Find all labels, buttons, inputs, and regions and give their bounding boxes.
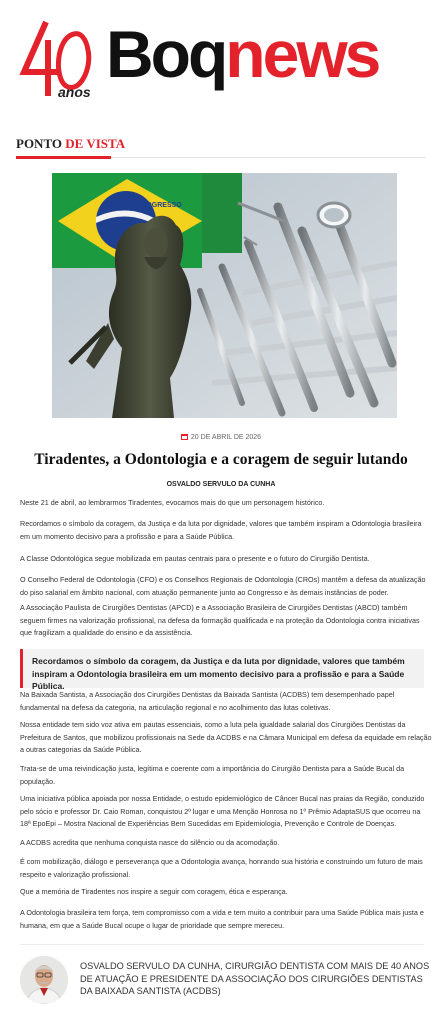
- flag-banner-text: ORDEM E PROGRESSO: [102, 202, 182, 209]
- article-paragraph: Que a memória de Tiradentes nos inspire a seguir com coragem, ética e esperança.: [20, 887, 288, 896]
- article-paragraph: A Odontologia brasileira tem força, tem compromisso com a vida e tem muito a contribuir para uma Saúde Pública mais justa e humana, em que a Saúde Bucal ocupe o lugar de prioridade que sempre mereceu.: [20, 908, 424, 930]
- section-label-part2: DE VISTA: [65, 136, 126, 151]
- brand-logo[interactable]: [106, 4, 378, 104]
- logo-anos-text: anos: [58, 84, 91, 100]
- article-paragraph: A ACDBS acredita que nenhuma conquista nasce do silêncio ou da acomodação.: [20, 838, 280, 847]
- article-paragraph: Nossa entidade tem sido voz ativa em pautas essenciais, como a luta pela igualdade salarial dos Cirurgiões Dentistas da Prefeitura de Santos, que mobilizou profissionais na Sede da ACDBS e na Câmara Municipal em defesa da equidade em relação a outras categorias da Saúde Pública.: [20, 720, 432, 754]
- brand-logo-part1: Boq: [106, 17, 226, 91]
- calendar-icon: [181, 434, 188, 440]
- article-paragraph: A Associação Paulista de Cirurgiões Dentistas (APCD) e a Associação Brasileira de Cirurgiões Dentistas (ABCD) também seguem firmes na valorização profissional, na defesa da formação qualificada e na proteção da Odontologia contra iniciativas que fragilizam a qualidade do ensino e da assistência.: [20, 603, 420, 637]
- author-avatar: [20, 956, 68, 1004]
- section-label[interactable]: [16, 136, 125, 152]
- article-paragraph: Uma iniciativa pública apoiada por nossa Entidade, o estudo epidemiológico de Câncer Bucal nas praias da Região, conduzido pelo sócio e professor Dr. Caio Roman, conquistou 2º lugar e uma Menção Honrosa no 1º Prêmio AdaptaSUS que ocorreu na 18ª EpoEpi – Mostra Nacional de Experiências Bem Sucedidas em Epidemiologia, Prevenção e Controle de Doenças.: [20, 794, 425, 828]
- article-paragraph: Trata-se de uma reivindicação justa, legítima e coerente com a importância do Cirurgião Dentista para a Saúde Bucal da população.: [20, 764, 405, 786]
- hero-image: [52, 173, 397, 418]
- section-label-part1: PONTO: [16, 136, 62, 151]
- article-paragraph: Na Baixada Santista, a Associação dos Cirurgiões Dentistas da Baixada Santista (ACDBS) tem desempenhado papel fundamental na defesa da categoria, na articulação regional e no acolhimento das lutas coletivas.: [20, 690, 395, 712]
- article-paragraph: Neste 21 de abril, ao lembrarmos Tiradentes, evocamos mais do que um personagem histórico.: [20, 498, 325, 507]
- article-title: Tiradentes, a Odontologia e a coragem de seguir lutando: [34, 451, 408, 468]
- section-underline: [16, 156, 111, 159]
- article-date: [0, 434, 442, 441]
- article-paragraph: A Classe Odontológica segue mobilizada em pautas centrais para o presente e o futuro do Cirurgião Dentista.: [20, 554, 370, 563]
- article-paragraph: O Conselho Federal de Odontologia (CFO) e os Conselhos Regionais de Odontologia (CROs) mantêm a defesa da atualização do piso salarial em âmbito nacional, com atuação permanente junto ao Congresso e às demais instâncias de poder.: [20, 575, 426, 597]
- article-author[interactable]: OSVALDO SERVULO DA CUNHA: [166, 481, 276, 488]
- bio-divider: [20, 944, 424, 945]
- brand-logo-part2: news: [225, 17, 379, 91]
- site-header: [0, 0, 442, 124]
- author-bio: OSVALDO SERVULO DA CUNHA, CIRURGIÃO DENTISTA COM MAIS DE 40 ANOS DE ATUAÇÃO E PRESIDENTE DA ASSOCIAÇÃO DOS CIRURGIÕES DENTISTAS DA BAIXADA SANTISTA (ACDBS): [80, 961, 430, 996]
- article-date-text: 20 DE ABRIL DE 2026: [190, 434, 262, 441]
- article-paragraph: É com mobilização, diálogo e perseverança que a Odontologia avança, honrando sua história e construindo um futuro de mais respeito e valorização profissional.: [20, 857, 423, 879]
- pull-quote: Recordamos o símbolo da coragem, da Justiça e da luta por dignidade, valores que também inspiram a Odontologia brasileira em um momento decisivo para a profissão e para a Saúde Pública.: [20, 649, 424, 688]
- article-paragraph: Recordamos o símbolo da coragem, da Justiça e da luta por dignidade, valores que também inspiram a Odontologia brasileira em um momento decisivo para a profissão e para a Saúde Pública.: [20, 519, 422, 541]
